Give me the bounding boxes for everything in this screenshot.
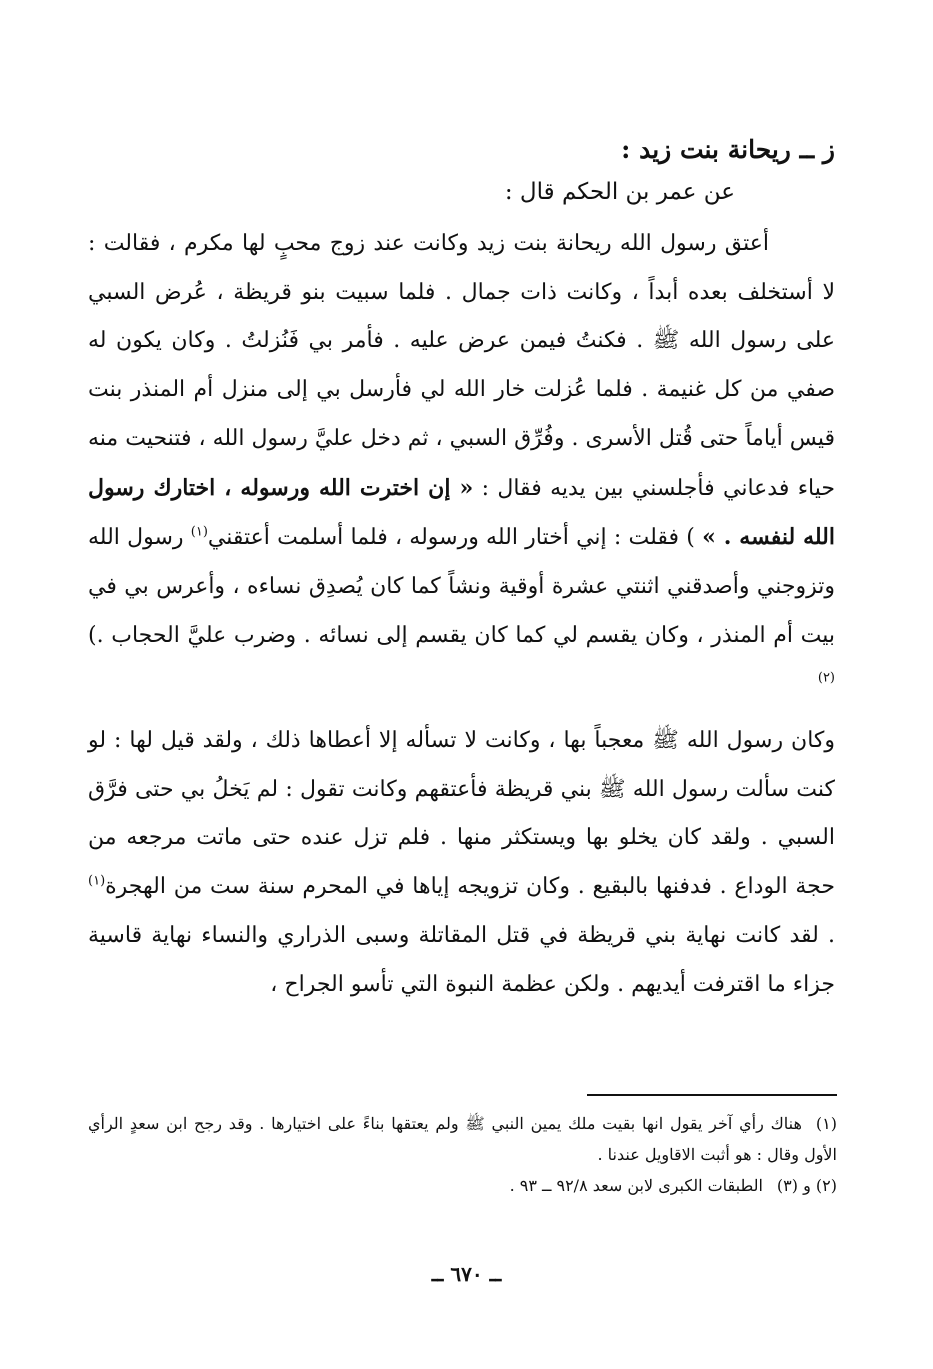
body-paragraph-1 bbox=[88, 220, 835, 709]
para1-text-end: رسول الله وتزوجني وأصدقني اثنتي عشرة أوقية ونشاً كما كان يُصدِق نساءه ، وأعرس بي في بيت أم المنذر ، وكان يقسم لي كما كان يقسم إلى نسائه . وضرب عليَّ الحجاب .) bbox=[88, 525, 835, 648]
footnotes bbox=[88, 1094, 837, 1201]
footnote-2 bbox=[88, 1170, 837, 1201]
footnote-number: (٢) و (٣) bbox=[776, 1176, 837, 1195]
source-attribution: عن عمر بن الحكم قال : bbox=[504, 179, 735, 205]
footnote-ref-1: (١) bbox=[190, 524, 208, 540]
body-paragraph-2 bbox=[88, 717, 835, 1009]
footnote-number: (١) bbox=[815, 1114, 837, 1133]
footnote-ref-3: (١) bbox=[88, 873, 106, 889]
footnote-text: الطبقات الكبرى لابن سعد ٩٢/٨ ــ ٩٣ . bbox=[509, 1176, 763, 1195]
para2-text-end: . لقد كانت نهاية بني قريظة في قتل المقاتلة وسبى الذراري والنساء نهاية قاسية جزاء ما اقترفت أيديهم . ولكن عظمة النبوة التي تأسو الجراح ، bbox=[88, 922, 835, 997]
footnote-ref-2: (٢) bbox=[817, 671, 835, 686]
para1-text-start: أعتق رسول الله ريحانة بنت زيد وكانت عند زوج محبٍ لها مكرم ، فقالت : لا أستخلف بعده أبداً ، وكانت ذات جمال . فلما سبيت بنو قريظة ، عُرض السبي على رسول الله ﷺ . فكنتُ فيمن عرض عليه . فأمر بي فَنُزلتُ . وكان يكون له صفي من كل غنيمة . فلما عُزلت خار الله لي فأرسل بي إلى منزل أم المنذر بنت قيس أياماً حتى قُتل الأسرى . وفُرِّق السبي ، ثم دخل عليَّ رسول الله ، فتنحيت منه حياء فدعاني فأجلسني بين يديه فقال : bbox=[88, 231, 835, 501]
para1-text-mid: ) فقلت : إني أختار الله ورسوله ، فلما أسلمت أعتقني bbox=[207, 525, 695, 551]
para2-text-start: وكان رسول الله ﷺ معجباً بها ، وكانت لا تسأله إلا أعطاها ذلك ، ولقد قيل لها : لو كنت سألت رسول الله ﷺ بني قريظة فأعتقهم وكانت تقول : لم يَخلُ بي حتى فرَّق السبي . ولقد كان يخلو بها ويستكثر منها . فلم تزل عنده حتى ماتت مرجعه من حجة الوداع . فدفنها بالبقيع . وكان تزويجه إياها في المحرم سنة ست من الهجرة bbox=[88, 728, 835, 900]
section-heading: ز ــ ريحانة بنت زيد : bbox=[621, 135, 835, 164]
footnote-divider bbox=[587, 1094, 837, 1096]
quoted-saying: « إن اخترت الله ورسوله ، اختارك رسول الله لنفسه . » bbox=[88, 474, 835, 551]
footnote-text: هناك رأي آخر يقول انها بقيت ملك يمين النبي ﷺ ولم يعتقها بناءً على اختيارها . وقد رجح ابن سعدٍ الرأي الأول وقال : هو أثبت الاقاويل عندنا . bbox=[88, 1114, 837, 1164]
page-number: ــ ٦٧٠ ــ bbox=[431, 1262, 502, 1286]
footnote-1 bbox=[88, 1108, 837, 1170]
